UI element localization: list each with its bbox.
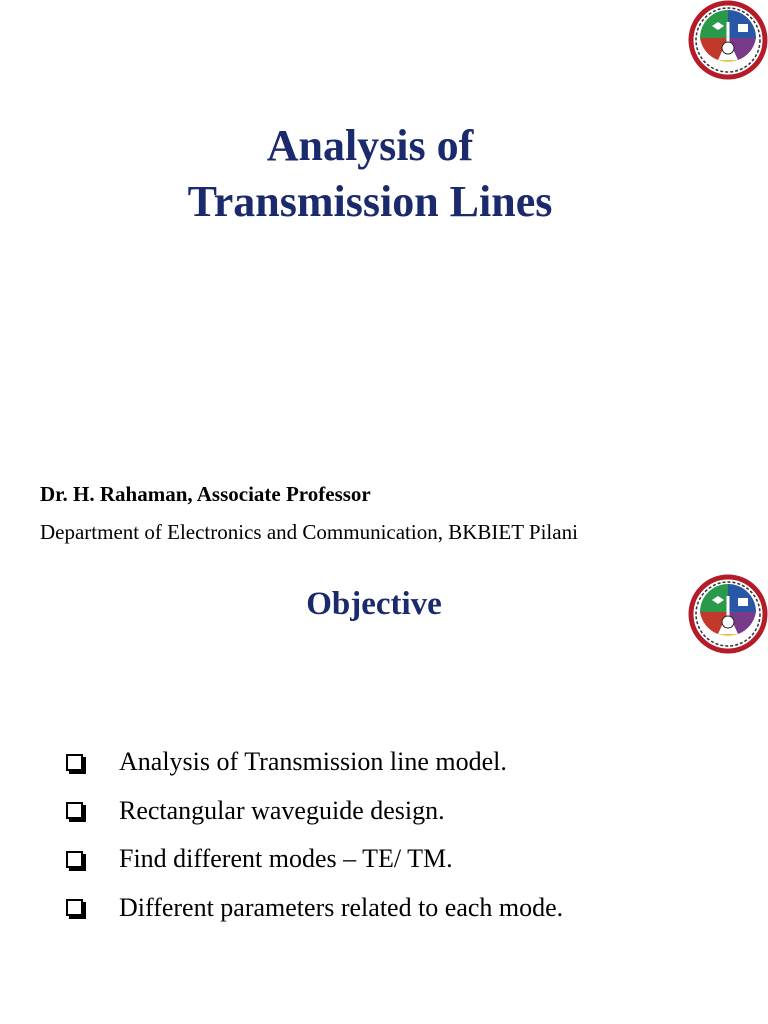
objective-text: Different parameters related to each mode. (119, 892, 564, 922)
slide-title (0, 118, 740, 230)
department-affiliation: Department of Electronics and Communication, BKBIET Pilani (40, 520, 578, 544)
list-item (66, 738, 563, 787)
institute-logo-icon (688, 574, 768, 654)
slide-title-line-1: Analysis of (266, 121, 474, 170)
checkbox-bullet-icon (66, 802, 83, 819)
list-item (66, 884, 563, 933)
section-title: Objective (306, 586, 442, 622)
institute-logo-icon (688, 0, 768, 80)
checkbox-bullet-icon (66, 899, 83, 916)
checkbox-bullet-icon (66, 754, 83, 771)
list-item (66, 787, 563, 836)
objective-text: Analysis of Transmission line model. (119, 747, 507, 777)
list-item (66, 835, 563, 884)
objective-text: Find different modes – TE/ TM. (119, 844, 453, 874)
author-name: Dr. H. Rahaman, Associate Professor (40, 482, 371, 506)
objective-text: Rectangular waveguide design. (119, 795, 445, 825)
objectives-list (66, 738, 563, 932)
checkbox-bullet-icon (66, 851, 83, 868)
slide-title-line-2: Transmission Lines (187, 177, 553, 226)
